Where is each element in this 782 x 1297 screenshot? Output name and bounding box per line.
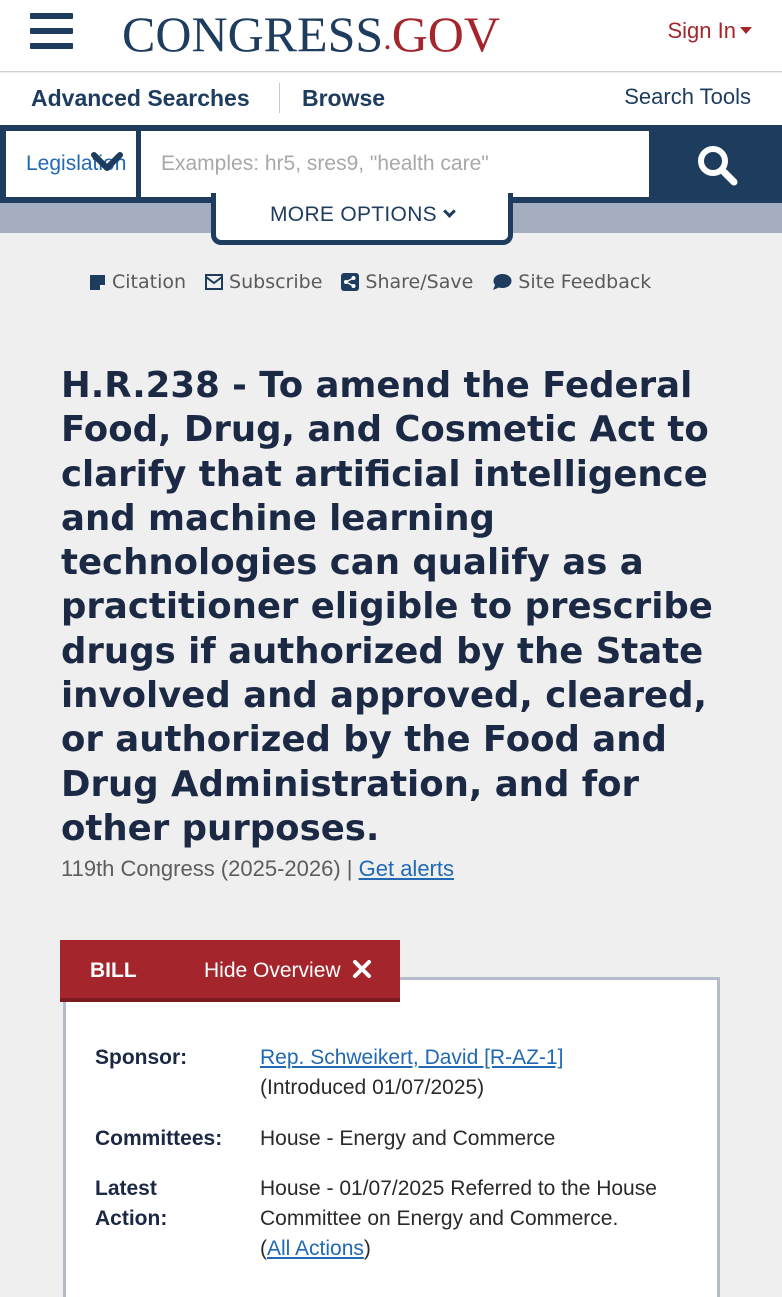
search-input[interactable] xyxy=(141,131,649,197)
chevron-down-icon xyxy=(443,205,456,218)
committees-value: House - Energy and Commerce xyxy=(260,1127,556,1150)
site-feedback-button[interactable] xyxy=(492,271,651,293)
share-save-label: Share/Save xyxy=(365,271,474,293)
sub-navigation xyxy=(0,73,782,125)
close-icon[interactable] xyxy=(352,959,372,979)
chevron-down-icon xyxy=(90,147,124,177)
latest-action-text: House - 01/07/2025 Referred to the House Committee on Energy and Commerce. xyxy=(260,1177,657,1230)
all-actions-open-paren: ( xyxy=(260,1237,267,1260)
share-icon xyxy=(341,273,359,291)
search-scope-value: Legislation xyxy=(26,152,127,175)
congress-separator: | xyxy=(340,856,359,881)
citation-icon xyxy=(89,274,106,291)
logo-text-gov: GOV xyxy=(391,6,501,62)
logo-text-congress: CONGRESS xyxy=(122,6,384,62)
site-header xyxy=(0,0,782,72)
site-feedback-label: Site Feedback xyxy=(518,271,652,293)
sign-in-label: Sign In xyxy=(667,18,736,43)
all-actions-link[interactable]: All Actions xyxy=(267,1237,364,1260)
logo-dot: . xyxy=(383,20,392,57)
search-tools-link[interactable]: Search Tools xyxy=(624,84,751,109)
subscribe-label: Subscribe xyxy=(229,271,323,293)
menu-icon[interactable] xyxy=(30,13,73,49)
citation-label: Citation xyxy=(112,271,187,293)
latest-action-label-line1: Latest xyxy=(95,1177,157,1200)
browse-link[interactable]: Browse xyxy=(302,85,386,111)
share-save-button[interactable] xyxy=(341,271,473,293)
sponsor-link[interactable]: Rep. Schweikert, David [R-AZ-1] xyxy=(260,1046,564,1069)
subscribe-button[interactable] xyxy=(205,271,322,293)
search-icon xyxy=(696,144,738,186)
bill-tab-label: BILL xyxy=(90,959,137,982)
caret-down-icon xyxy=(740,27,752,34)
speech-bubble-icon xyxy=(492,273,512,291)
committees-label: Committees: xyxy=(95,1127,223,1150)
more-options-label: MORE OPTIONS xyxy=(270,203,437,226)
congress-info xyxy=(61,856,454,882)
sign-in-button[interactable] xyxy=(668,18,753,44)
latest-action-value xyxy=(260,1174,660,1264)
congress-session: 119th Congress (2025-2026) xyxy=(61,856,341,881)
search-scope-select[interactable] xyxy=(6,131,136,197)
more-options-button[interactable] xyxy=(211,193,513,245)
sponsor-introduced: (Introduced 01/07/2025) xyxy=(260,1076,485,1099)
latest-action-label xyxy=(95,1174,167,1234)
get-alerts-link[interactable]: Get alerts xyxy=(358,856,454,881)
latest-action-label-line2: Action: xyxy=(95,1207,168,1230)
advanced-searches-link[interactable]: Advanced Searches xyxy=(31,85,250,111)
site-logo[interactable] xyxy=(122,6,500,62)
overview-tab-bar xyxy=(60,940,400,1002)
envelope-icon xyxy=(205,274,223,290)
nav-divider xyxy=(279,83,280,113)
citation-button[interactable] xyxy=(89,271,186,293)
all-actions-close-paren: ) xyxy=(363,1237,371,1260)
hide-overview-button[interactable]: Hide Overview xyxy=(204,959,341,982)
bill-title: H.R.238 - To amend the Federal Food, Drug, and Cosmetic Act to clarify that artificial intelligence and machine learning technologies can qualify as a practitioner eligible to prescribe drugs if authorized by the State involved and approved, cleared, or authorized by the Food and Drug Administration, and for other purposes. xyxy=(61,365,713,849)
sponsor-label: Sponsor: xyxy=(95,1046,188,1069)
action-toolbar xyxy=(89,268,670,296)
sponsor-value xyxy=(260,1043,700,1103)
search-button[interactable] xyxy=(650,131,782,197)
